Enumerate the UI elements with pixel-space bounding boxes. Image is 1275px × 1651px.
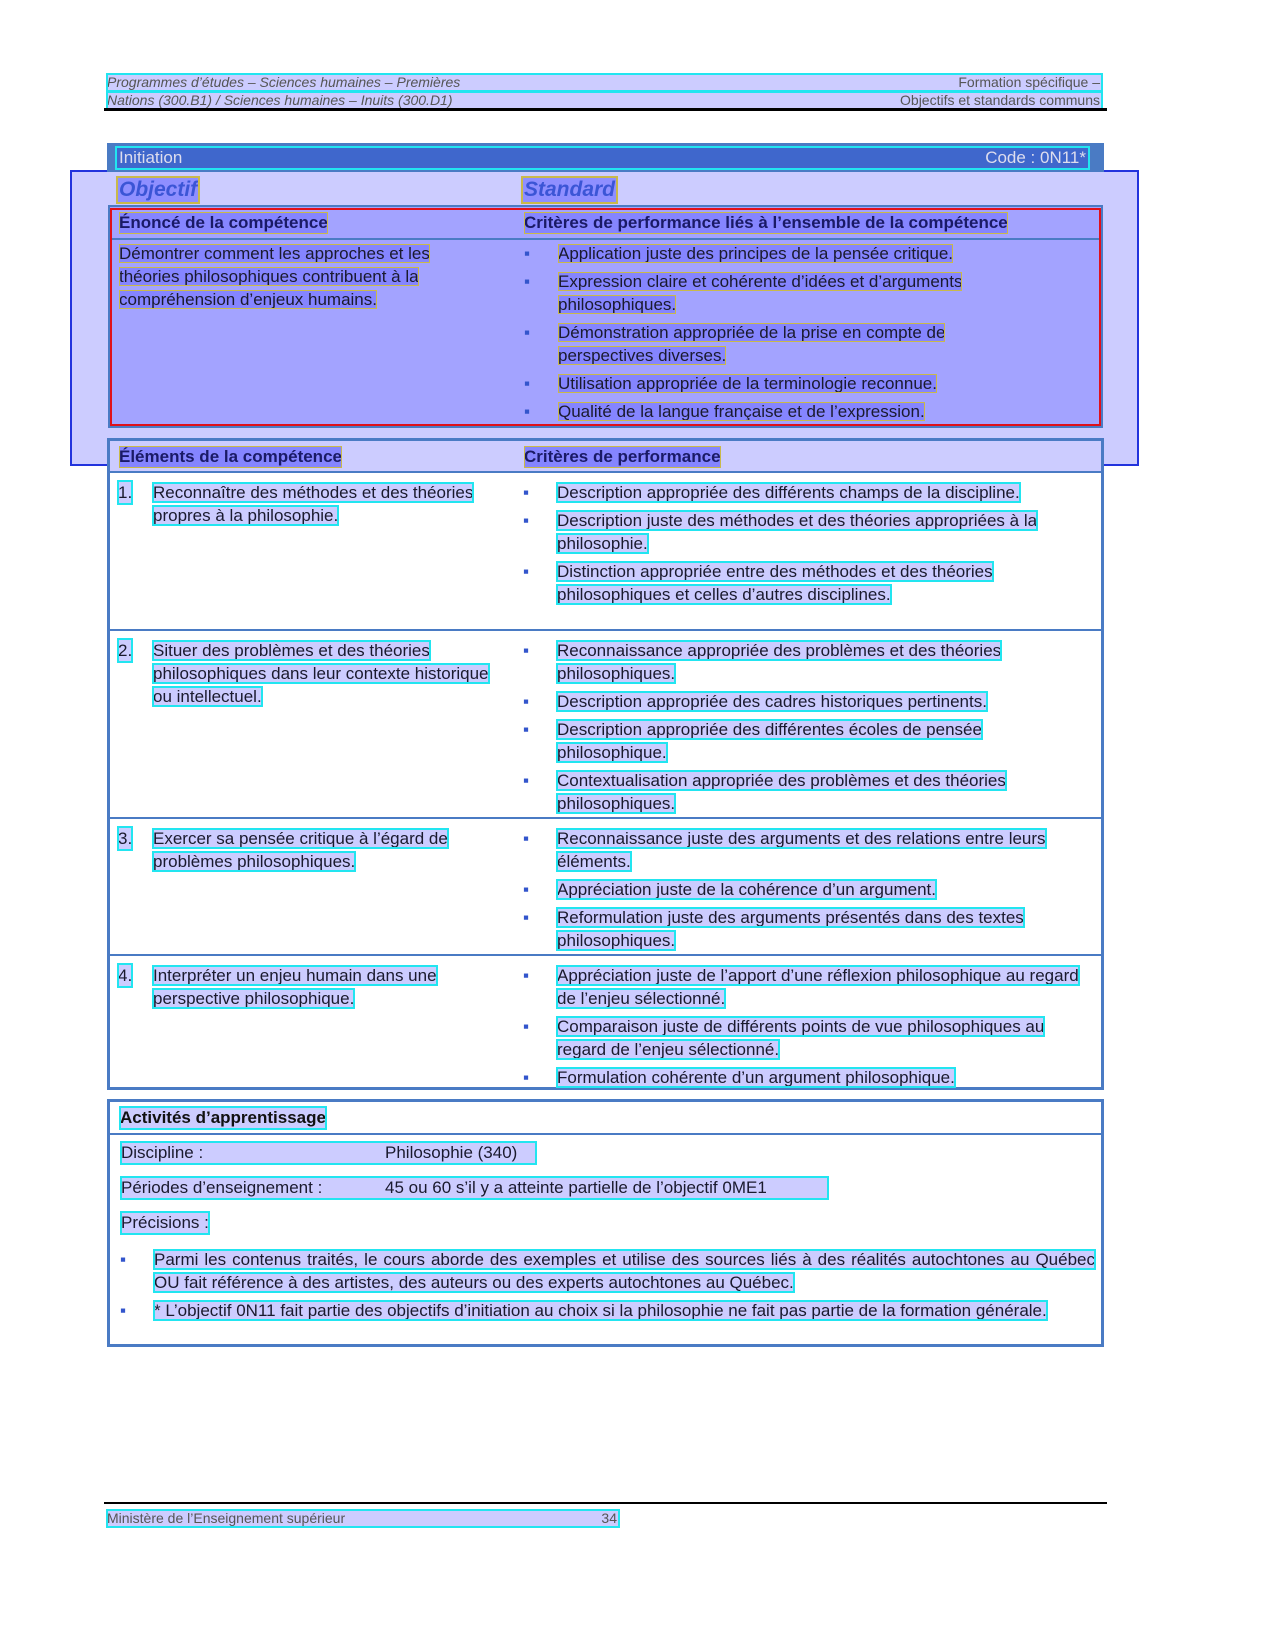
criterion-item — [523, 509, 1083, 555]
criterion-text: Contextualisation appropriée des problèmes et des théories philosophiques. — [557, 771, 1006, 813]
criterion-text: Appréciation juste de l’apport d’une réflexion philosophique au regard de l’enjeu sélectionné. — [557, 966, 1079, 1008]
elements-header: Éléments de la compétence — [119, 447, 342, 466]
bullet-icon: ▪ — [523, 692, 530, 711]
criterion-text: Qualité de la langue française et de l’expression. — [558, 402, 925, 421]
bullet-icon: ▪ — [523, 829, 530, 848]
bullet-icon: ▪ — [523, 641, 530, 660]
bullet-icon: ▪ — [523, 966, 530, 985]
row-divider — [110, 629, 1101, 631]
element-text — [153, 639, 503, 708]
criterion-text: Description appropriée des cadres historiques pertinents. — [557, 692, 987, 711]
criterion-text: philosophiques. — [558, 295, 677, 314]
criterion-text: Appréciation juste de la cohérence d’un argument. — [557, 880, 936, 899]
criterion-item — [523, 906, 1083, 952]
footer-ministry: Ministère de l’Enseignement supérieur — [107, 1510, 346, 1526]
element-number: 1. — [118, 483, 133, 502]
element-text — [153, 827, 503, 873]
bullet-icon: ▪ — [524, 272, 531, 291]
criteria-header: Critères de performance — [524, 447, 721, 466]
row-divider — [110, 954, 1101, 956]
criterion-text: Reconnaissance appropriée des problèmes et des théories philosophiques. — [557, 641, 1002, 683]
discipline-row — [121, 1142, 536, 1164]
activities-box — [107, 1099, 1104, 1347]
running-header-line2 — [107, 92, 1102, 109]
bullet-icon: ▪ — [524, 402, 531, 421]
activities-header-row — [110, 1102, 1101, 1135]
activities-title: Activités d’apprentissage — [120, 1108, 326, 1127]
bullet-icon: ▪ — [523, 562, 530, 581]
bullet-icon: ▪ — [523, 1068, 530, 1087]
precisions-list — [120, 1248, 1095, 1327]
bullet-icon: ▪ — [523, 908, 530, 927]
bullet-icon: ▪ — [523, 880, 530, 899]
bullet-icon: ▪ — [524, 244, 531, 263]
precision-item: ▪ Parmi les contenus traités, le cours aborde des exemples et utilise des sources liés à des réalités autochtones au Québec OU fait référence à des artistes, des auteurs ou des experts autochtones au Québec. — [120, 1250, 1095, 1292]
element-number: 4. — [118, 966, 133, 985]
criterion-text: Comparaison juste de différents points de vue philosophiques au regard de l’enjeu sélectionné. — [557, 1017, 1045, 1059]
precision-item: ▪ * L’objectif 0N11 fait partie des objectifs d’initiation au choix si la philosophie ne fait pas partie de la formation générale. — [120, 1301, 1047, 1320]
header-right-2: Objectifs et standards communs — [900, 92, 1100, 108]
element-text-content: Situer des problèmes et des théories philosophiques dans leur contexte historique ou intellectuel. — [153, 641, 489, 706]
enonce-line-text: Démontrer comment les approches et les — [119, 244, 430, 263]
criterion-text: perspectives diverses. — [558, 346, 727, 365]
page-number: 34 — [601, 1510, 617, 1526]
element-number: 2. — [118, 641, 133, 660]
periods-row — [121, 1177, 828, 1199]
criterion-text: Utilisation appropriée de la terminologie reconnue. — [558, 374, 937, 393]
running-header-line1 — [107, 74, 1102, 91]
elements-table — [107, 438, 1104, 1090]
discipline-value: Philosophie (340) — [385, 1143, 518, 1162]
criterion-text: Description appropriée des différents champs de la discipline. — [557, 483, 1020, 502]
criterion-text: Formulation cohérente d’un argument philosophique. — [557, 1068, 955, 1087]
criterion-text: Démonstration appropriée de la prise en compte de — [558, 323, 946, 342]
bullet-icon: ▪ — [120, 1250, 127, 1269]
criterion-text: Reformulation juste des arguments présentés dans des textes philosophiques. — [557, 908, 1024, 950]
footer-rule — [104, 1502, 1107, 1504]
element-text-content: Interpréter un enjeu humain dans une perspective philosophique. — [153, 966, 437, 1008]
row-divider — [110, 817, 1101, 819]
criterion-item — [523, 690, 1083, 713]
objectif-heading: Objectif — [119, 178, 198, 201]
course-banner — [107, 143, 1104, 172]
element-criteria — [523, 827, 1083, 957]
criterion-item — [523, 827, 1083, 873]
bullet-icon: ▪ — [120, 1301, 127, 1320]
header-rule — [104, 108, 1107, 111]
criterion-item — [523, 1066, 1083, 1089]
criteria-global-header: Critères de performance liés à l’ensemble de la compétence — [524, 213, 1008, 232]
periods-value: 45 ou 60 s’il y a atteinte partielle de l’objectif 0ME1 — [385, 1178, 767, 1197]
header-left-1: Programmes d’études – Sciences humaines – Premières — [107, 74, 461, 90]
element-text-content: Exercer sa pensée critique à l’égard de problèmes philosophiques. — [153, 829, 448, 871]
element-criteria — [523, 481, 1083, 611]
criterion-item — [523, 878, 1083, 901]
bullet-icon: ▪ — [524, 374, 531, 393]
bullet-icon: ▪ — [523, 720, 530, 739]
bullet-icon: ▪ — [523, 1017, 530, 1036]
element-number: 3. — [118, 829, 133, 848]
header-left-2: Nations (300.B1) / Sciences humaines – Inuits (300.D1) — [107, 92, 453, 108]
criterion-item — [523, 964, 1083, 1010]
highlight-frame — [110, 208, 1101, 426]
bullet-icon: ▪ — [523, 511, 530, 530]
criterion-text: Expression claire et cohérente d’idées et d’arguments — [558, 272, 963, 291]
enonce-line-text: théories philosophiques contribuent à la — [119, 267, 419, 286]
precisions-label: Précisions : — [121, 1213, 209, 1232]
header-right-1: Formation spécifique – — [958, 74, 1100, 90]
periods-label: Périodes d’enseignement : — [121, 1178, 323, 1197]
banner-title: Initiation — [119, 148, 183, 167]
criterion-item — [523, 718, 1083, 764]
discipline-label: Discipline : — [121, 1143, 204, 1162]
criterion-text: Description appropriée des différentes écoles de pensée philosophique. — [557, 720, 982, 762]
banner-code: Code : 0N11* — [985, 148, 1086, 167]
criterion-item — [523, 481, 1083, 504]
standard-heading: Standard — [524, 178, 616, 201]
criterion-text: Application juste des principes de la pensée critique. — [558, 244, 954, 263]
criterion-item — [523, 1015, 1083, 1061]
enonce-header: Énoncé de la compétence — [119, 213, 328, 232]
element-criteria — [523, 639, 1083, 820]
elements-header-row — [110, 441, 1101, 473]
element-text-content: Reconnaître des méthodes et des théories propres à la philosophie. — [153, 483, 474, 525]
criterion-item — [523, 560, 1083, 606]
enonce-line-text: compréhension d’enjeux humains. — [119, 290, 377, 309]
criterion-item — [523, 769, 1083, 815]
criterion-text: Description juste des méthodes et des théories appropriées à la philosophie. — [557, 511, 1038, 553]
element-text — [153, 481, 503, 527]
criterion-text: Distinction appropriée entre des méthodes et des théories philosophiques et celles d’autres disciplines. — [557, 562, 993, 604]
bullet-icon: ▪ — [523, 771, 530, 790]
criterion-item — [523, 639, 1083, 685]
bullet-icon: ▪ — [523, 483, 530, 502]
bullet-icon: ▪ — [524, 323, 531, 342]
criterion-text: Reconnaissance juste des arguments et des relations entre leurs éléments. — [557, 829, 1046, 871]
footer — [107, 1510, 619, 1527]
element-text — [153, 964, 503, 1010]
element-criteria — [523, 964, 1083, 1094]
